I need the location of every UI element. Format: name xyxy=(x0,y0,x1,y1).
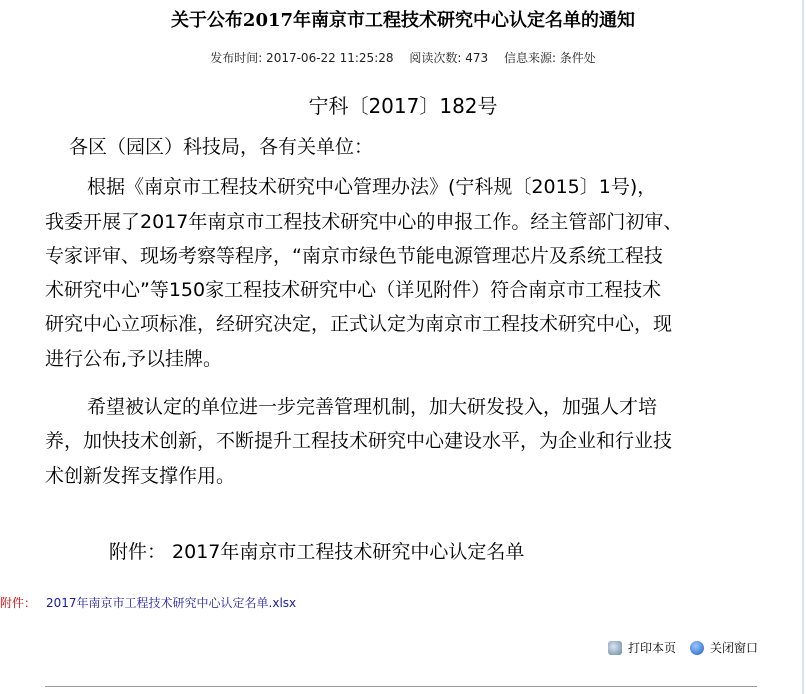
page-actions xyxy=(608,639,772,656)
page-title: 关于公布2017年南京市工程技术研究中心认定名单的通知 xyxy=(170,10,636,31)
divider xyxy=(45,686,757,687)
printer-icon xyxy=(608,641,622,655)
document-number: 宁科〔2017〕182号 xyxy=(308,94,498,118)
paragraph-line: 术研究中心”等150家工程技术研究中心（详见附件）符合南京市工程技术 xyxy=(45,279,662,302)
paragraph-line: 我委开展了2017年南京市工程技术研究中心的申报工作。经主管部门初审、 xyxy=(45,210,683,233)
greeting: 各区（园区）科技局，各有关单位： xyxy=(69,136,374,158)
attachment-label: 附件： xyxy=(0,596,37,610)
attachment-link[interactable]: 2017年南京市工程技术研究中心认定名单.xlsx xyxy=(46,596,297,610)
attachment-title: 附件： 2017年南京市工程技术研究中心认定名单 xyxy=(109,540,525,563)
paragraph-line: 希望被认定的单位进一步完善管理机制，加大研发投入，加强人才培 xyxy=(87,396,658,419)
close-window-button[interactable] xyxy=(690,639,758,656)
print-button[interactable] xyxy=(608,639,676,656)
paragraph-line: 养，加快技术创新，不断提升工程技术研究中心建设水平，为企业和行业技 xyxy=(45,430,673,453)
paragraph-line: 根据《南京市工程技术研究中心管理办法》(宁科规〔2015〕1号)， xyxy=(87,176,657,199)
publish-time: 发布时间: 2017-06-22 11:25:28 xyxy=(210,51,394,65)
paragraph-line: 术创新发挥支撑作用。 xyxy=(45,464,236,487)
attachment-row xyxy=(0,594,296,611)
source: 信息来源: 条件处 xyxy=(503,51,596,65)
read-count: 阅读次数: 473 xyxy=(409,51,489,65)
article-meta xyxy=(0,49,806,66)
paragraph-line: 专家评审、现场考察等程序，“南京市绿色节能电源管理芯片及系统工程技 xyxy=(45,244,663,267)
article-body xyxy=(45,130,775,569)
print-label: 打印本页 xyxy=(628,641,677,655)
paragraph-line: 研究中心立项标准，经研究决定，正式认定为南京市工程技术研究中心，现 xyxy=(45,313,673,336)
paragraph-line: 进行公布,予以挂牌。 xyxy=(45,347,223,370)
globe-icon xyxy=(690,641,704,655)
close-label: 关闭窗口 xyxy=(710,641,759,655)
